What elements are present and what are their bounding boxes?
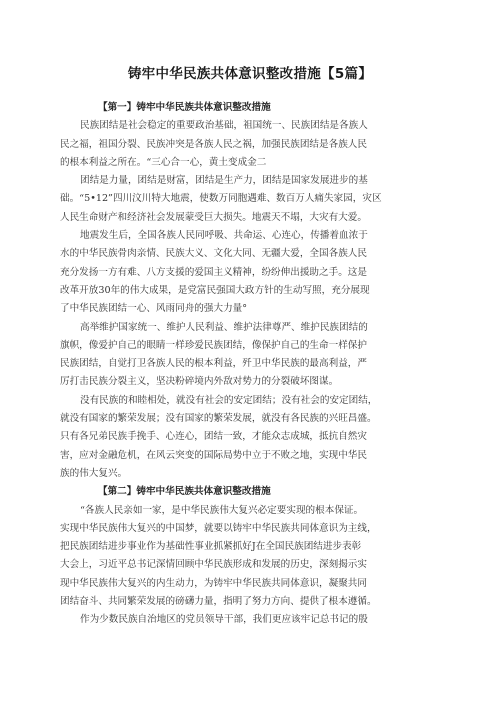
paragraph-line: 团结是力量，团结是财富，团结是生产力，团结是国家发展进步的基: [80, 175, 368, 187]
paragraph-line: 充分发扬一方有难、八方支援的爱国主义精神，纷纷伸出援助之手。这是: [60, 266, 367, 278]
paragraph-line: 厉打击民族分裂主义，坚决粉碎境内外敌对势力的分裂破坏图谋。: [60, 376, 339, 388]
paragraph-line: 了中华民族团结一心、风雨同舟的强大力量°: [60, 303, 248, 315]
paragraph-line: 就没有国家的繁荣发展；没有国家的繁荣发展，就没有各民族的兴旺昌盛。: [60, 413, 377, 425]
section-heading: 【第二】铸牢中华民族共体意识整改措施: [98, 486, 271, 498]
paragraph-line: 只有各兄弟民族手挽手、心连心，团结一致，才能众志成城，抵抗自然灾: [60, 431, 367, 443]
paragraph-line: 现中华民族伟大复兴的内生动力，为铸牢中华民族共同体意识，凝聚共同: [60, 577, 367, 589]
paragraph-line: 把民族团结进步事业作为基础性事业抓紧抓好J在全国民族团结进步表彰: [60, 541, 362, 553]
paragraph-line: 的根本利益之所在。“三心合一心，黄土变成金二: [60, 156, 267, 168]
paragraph-line: 实现中华民族伟大复兴的中国梦，就要以铸牢中华民族共同体意识为主线，: [60, 522, 377, 534]
section-heading: 【第一】铸牢中华民族共体意识整改措施: [98, 102, 271, 113]
paragraph-line: 团结奋斗、共同繁荣发展的磅礴力量，指明了努力方向、提供了根本遵循。: [60, 596, 377, 608]
paragraph-line: 人民生命财产和经济社会发展蒙受巨大损失。地震天不塌，大灾有大爱。: [60, 211, 367, 223]
paragraph-line: 害，应对金融危机，在风云突变的国际局势中立于不败之地，实现中华民: [60, 449, 367, 461]
paragraph-line: 族的伟大复兴。: [60, 467, 128, 479]
paragraph-line: 地震发生后，全国各族人民同呼吸、共命运、心连心，传播着血浓于: [80, 230, 368, 242]
paragraph-line: 改革开放30年的伟大成果，是党富民强国大政方针的生动写照，充分展现: [60, 284, 370, 296]
paragraph-line: 民族团结，自觉打卫各族人民的根本利益，歼卫中华民族的最高利益，严: [60, 358, 367, 370]
paragraph-line: 民族团结是社会稳定的重要政治基础，祖国统一、民族团结是各族人: [80, 120, 368, 132]
paragraph-line: 水的中华民族骨肉亲情、民族大义、文化大同、无疆大爱，全国各族人民: [60, 248, 367, 260]
document-title: 铸牢中华民族共体意识整改措施【5篇】: [127, 66, 373, 82]
paragraph-line: 没有民族的和睦相处，就没有社会的安定团结；没有社会的安定团结，: [80, 394, 378, 406]
paragraph-line: 作为少数民族自治地区的党员领导干部，我们更应该牢记总书记的殷: [80, 614, 368, 626]
paragraph-line: 础。“5•12”四川汶川特大地震，使数万同胞遇难、数百万人痛失家园，灾区: [60, 193, 382, 205]
paragraph-line: 高举维护国家统一、维护人民利益、维护法律尊严、维护民族团结的: [80, 321, 368, 333]
paragraph-line: 大会上，习近平总书记深情回顾中华民族形成和发展的历史，深刻揭示实: [60, 559, 367, 571]
paragraph-line: 旗帜，像爱护自己的眼睛一样珍爱民族团结，像保护自己的生命一样保护: [60, 339, 367, 351]
paragraph-line: “各族人民亲如一家，是中华民族伟大复兴必定要实现的根本保证。: [80, 504, 364, 516]
paragraph-line: 民之福，祖国分裂、民族冲突是各族人民之祸，加强民族团结是各族人民: [60, 138, 367, 150]
document-body: [60, 99, 440, 630]
